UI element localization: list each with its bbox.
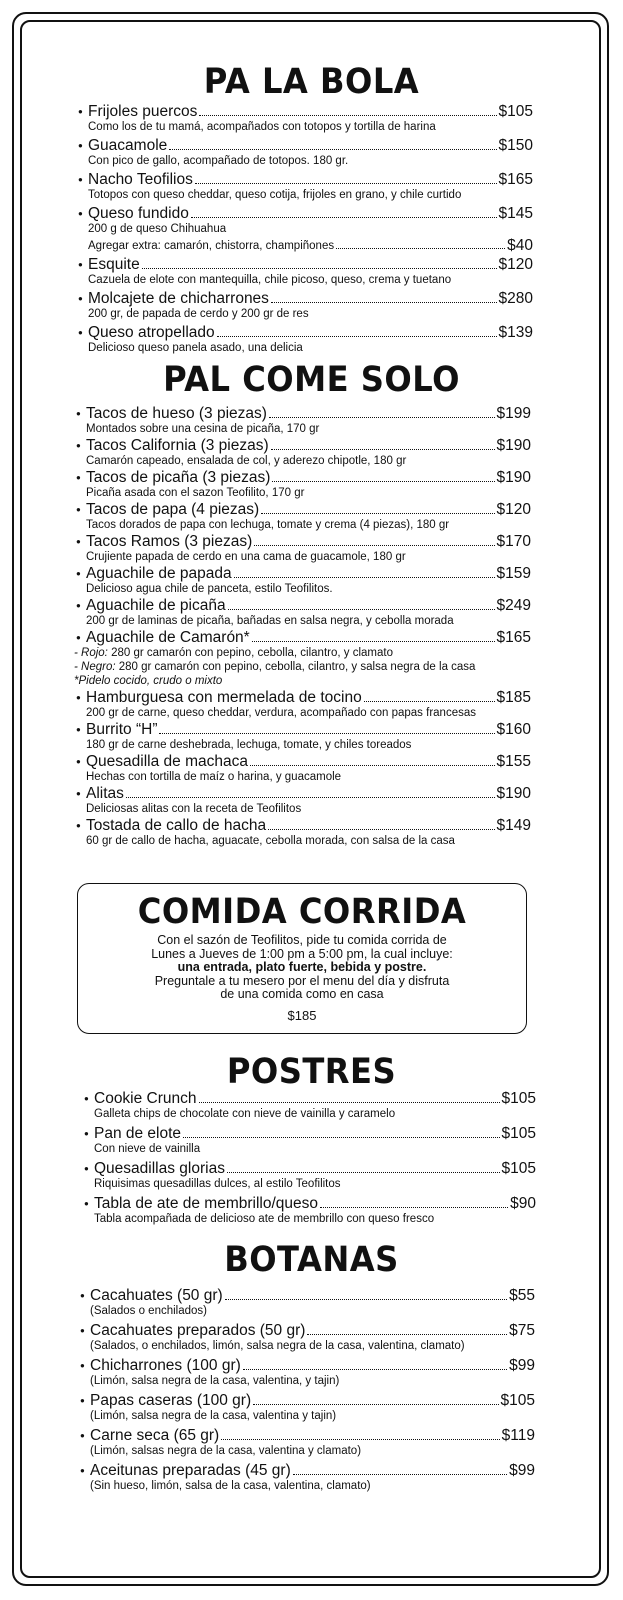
menu-item-row bbox=[80, 1392, 535, 1409]
menu-item bbox=[78, 239, 533, 253]
menu-item bbox=[78, 137, 533, 168]
bullet-icon: ● bbox=[76, 725, 81, 734]
menu-item bbox=[84, 1125, 536, 1156]
section-title: BOTANAS bbox=[224, 1240, 399, 1280]
menu-item bbox=[76, 405, 531, 436]
menu-item-price: $155 bbox=[496, 753, 531, 770]
menu-item bbox=[76, 785, 531, 816]
menu-item bbox=[76, 597, 531, 628]
menu-item-description: Tabla acompañada de delicioso ate de membrillo con queso fresco bbox=[94, 1213, 435, 1225]
corrida-line: Lunes a Jueves de 1:00 pm a 5:00 pm, la cual incluye: bbox=[151, 946, 453, 961]
leader-dots bbox=[195, 182, 497, 184]
menu-item-price: $139 bbox=[498, 324, 533, 341]
leader-dots bbox=[320, 1206, 508, 1208]
bullet-icon: ● bbox=[84, 1094, 89, 1103]
menu-item-name: Aguachile de papada bbox=[86, 565, 232, 582]
leader-dots bbox=[272, 480, 494, 482]
leader-dots bbox=[142, 267, 497, 269]
bullet-icon: ● bbox=[84, 1199, 89, 1208]
menu-item-description: (Salados o enchilados) bbox=[90, 1305, 207, 1317]
menu-item-row bbox=[78, 290, 533, 307]
leader-dots bbox=[254, 544, 494, 546]
postres-list bbox=[84, 1090, 536, 1230]
menu-item-description: Tacos dorados de papa con lechuga, tomate y crema (4 piezas), 180 gr bbox=[86, 519, 450, 531]
menu-item bbox=[84, 1160, 536, 1191]
menu-item bbox=[84, 1195, 536, 1226]
menu-item-price: $249 bbox=[496, 597, 531, 614]
menu-item-row bbox=[78, 137, 533, 154]
menu-item-price: $165 bbox=[498, 171, 533, 188]
section-title: COMIDA CORRIDA bbox=[137, 892, 467, 932]
menu-item-name: Aguachile de picaña bbox=[86, 597, 226, 614]
menu-item-row bbox=[76, 689, 531, 706]
leader-dots bbox=[271, 448, 495, 450]
menu-item-name: Tacos Ramos (3 piezas) bbox=[86, 533, 253, 550]
menu-item-name: Queso atropellado bbox=[88, 324, 215, 341]
menu-item-name: Tacos de hueso (3 piezas) bbox=[86, 405, 267, 422]
leader-dots bbox=[307, 1333, 507, 1335]
bullet-icon: ● bbox=[76, 537, 81, 546]
menu-item bbox=[76, 721, 531, 752]
menu-item-price: $99 bbox=[509, 1357, 535, 1374]
leader-dots bbox=[269, 416, 495, 418]
menu-item-row bbox=[76, 437, 531, 454]
leader-dots bbox=[199, 1101, 500, 1103]
menu-item-row bbox=[78, 205, 533, 222]
menu-item-row bbox=[84, 1125, 536, 1142]
section-title: POSTRES bbox=[226, 1052, 397, 1092]
note-text: 280 gr camarón con pepino, cebolla, cilantro, y clamato bbox=[107, 647, 393, 659]
menu-item bbox=[76, 689, 531, 720]
leader-dots bbox=[234, 576, 495, 578]
menu-item-row bbox=[78, 256, 533, 273]
section-title: PA LA BOLA bbox=[203, 62, 420, 102]
menu-item-description: (Sin hueso, limón, salsa de la casa, valentina, clamato) bbox=[90, 1480, 371, 1492]
menu-item-row bbox=[76, 785, 531, 802]
menu-item-name: Chicharrones (100 gr) bbox=[90, 1357, 241, 1374]
menu-item-price: $190 bbox=[496, 785, 531, 802]
section-pa-la-bola bbox=[0, 62, 623, 102]
menu-item-description: Como los de tu mamá, acompañados con totopos y tortilla de harina bbox=[88, 121, 436, 133]
menu-item bbox=[76, 469, 531, 500]
menu-item-description: Montados sobre una cesina de picaña, 170 gr bbox=[86, 423, 320, 435]
menu-item-extra: Agregar extra: camarón, chistorra, champiñones bbox=[88, 240, 335, 252]
menu-item-row bbox=[76, 405, 531, 422]
menu-item-name: Quesadillas glorias bbox=[94, 1160, 225, 1177]
menu-item-description: (Limón, salsas negra de la casa, valentina y clamato) bbox=[90, 1445, 362, 1457]
section-postres bbox=[0, 1052, 623, 1092]
menu-item-row bbox=[76, 565, 531, 582]
menu-item-description: 200 gr de laminas de picaña, bañadas en salsa negra, y cebolla morada bbox=[86, 615, 454, 627]
menu-item bbox=[80, 1287, 535, 1318]
note-rojo bbox=[74, 646, 531, 660]
menu-item-row bbox=[80, 1462, 535, 1479]
leader-dots bbox=[336, 247, 505, 249]
menu-item-price: $120 bbox=[498, 256, 533, 273]
menu-item-price: $190 bbox=[496, 437, 531, 454]
menu-item-row bbox=[78, 324, 533, 341]
menu-item-row bbox=[78, 239, 533, 253]
leader-dots bbox=[250, 764, 495, 766]
leader-dots bbox=[364, 700, 495, 702]
menu-item-description: Galleta chips de chocolate con nieve de vainilla y caramelo bbox=[94, 1108, 396, 1120]
menu-item-name: Queso fundido bbox=[88, 205, 189, 222]
menu-item-price: $105 bbox=[501, 1125, 536, 1142]
menu-item-row bbox=[76, 501, 531, 518]
menu-item bbox=[84, 1090, 536, 1121]
menu-item-price: $185 bbox=[496, 689, 531, 706]
leader-dots bbox=[243, 1368, 507, 1370]
menu-item-name: Frijoles puercos bbox=[88, 103, 198, 120]
menu-item-row bbox=[76, 597, 531, 614]
leader-dots bbox=[169, 148, 496, 150]
menu-item-name: Tabla de ate de membrillo/queso bbox=[94, 1195, 319, 1212]
menu-item-description: 60 gr de callo de hacha, aguacate, cebolla morada, con salsa de la casa bbox=[86, 835, 455, 847]
menu-item-description: Riquisimas quesadillas dulces, al estilo Teofilitos bbox=[94, 1178, 341, 1190]
menu-item-price: $170 bbox=[496, 533, 531, 550]
leader-dots bbox=[191, 216, 497, 218]
bullet-icon: ● bbox=[76, 601, 81, 610]
leader-dots bbox=[252, 640, 495, 642]
leader-dots bbox=[221, 1438, 499, 1440]
menu-item-name: Tacos de papa (4 piezas) bbox=[86, 501, 260, 518]
menu-item-price: $165 bbox=[496, 629, 531, 646]
bullet-icon: ● bbox=[80, 1361, 85, 1370]
menu-item-price: $199 bbox=[496, 405, 531, 422]
bullet-icon: ● bbox=[84, 1129, 89, 1138]
leader-dots bbox=[159, 732, 494, 734]
bullet-icon: ● bbox=[80, 1466, 85, 1475]
bullet-icon: ● bbox=[78, 107, 83, 116]
menu-item-description: Picaña asada con el sazon Teofilito, 170 gr bbox=[86, 487, 305, 499]
menu-item-price: $150 bbox=[498, 137, 533, 154]
bullet-icon: ● bbox=[76, 441, 81, 450]
menu-item-price: $120 bbox=[496, 501, 531, 518]
menu-item bbox=[80, 1427, 535, 1458]
menu-item-name: Cookie Crunch bbox=[94, 1090, 197, 1107]
menu-item-name: Aguachile de Camarón* bbox=[86, 629, 250, 646]
menu-item-row bbox=[84, 1195, 536, 1212]
menu-item bbox=[78, 256, 533, 287]
menu-item bbox=[80, 1392, 535, 1423]
corrida-description bbox=[78, 934, 526, 1002]
note-negro bbox=[74, 660, 531, 674]
menu-item-description: (Limón, salsa negra de la casa, valentina y tajin) bbox=[90, 1410, 337, 1422]
leader-dots bbox=[253, 1403, 498, 1405]
menu-item-price: $99 bbox=[509, 1462, 535, 1479]
leader-dots bbox=[271, 301, 497, 303]
bullet-icon: ● bbox=[76, 789, 81, 798]
menu-item-description: Hechas con tortilla de maíz o harina, y guacamole bbox=[86, 771, 342, 783]
menu-item-description: Totopos con queso cheddar, queso cotija, frijoles en grano, y chile curtido bbox=[88, 189, 462, 201]
menu-item-price: $55 bbox=[509, 1287, 535, 1304]
menu-item-price: $145 bbox=[498, 205, 533, 222]
menu-item-name: Molcajete de chicharrones bbox=[88, 290, 269, 307]
bullet-icon: ● bbox=[78, 260, 83, 269]
section-pal-come-solo bbox=[0, 360, 623, 400]
bullet-icon: ● bbox=[76, 505, 81, 514]
menu-item-name: Aceitunas preparadas (45 gr) bbox=[90, 1462, 291, 1479]
menu-item bbox=[76, 565, 531, 596]
menu-item-row bbox=[84, 1090, 536, 1107]
menu-item bbox=[80, 1322, 535, 1353]
menu-item-row bbox=[76, 753, 531, 770]
note-text: 280 gr camarón con pepino, cebolla, cilantro, y salsa negra de la casa bbox=[115, 661, 476, 673]
note-cocido bbox=[74, 674, 531, 688]
menu-item-name: Alitas bbox=[86, 785, 124, 802]
menu-item-price: $105 bbox=[501, 1090, 536, 1107]
bullet-icon: ● bbox=[78, 294, 83, 303]
note-label: - Negro: bbox=[74, 661, 116, 673]
bullet-icon: ● bbox=[76, 633, 81, 642]
bullet-icon: ● bbox=[78, 141, 83, 150]
menu-item-description: 200 gr, de papada de cerdo y 200 gr de res bbox=[88, 308, 309, 320]
bullet-icon: ● bbox=[76, 409, 81, 418]
pa-la-bola-list bbox=[78, 103, 533, 358]
menu-item-name: Cacahuates (50 gr) bbox=[90, 1287, 223, 1304]
menu-item bbox=[78, 290, 533, 321]
bullet-icon: ● bbox=[80, 1291, 85, 1300]
menu-item-price: $190 bbox=[496, 469, 531, 486]
menu-item-row bbox=[76, 817, 531, 834]
menu-item-description: Delicioso agua chile de panceta, estilo Teofilitos. bbox=[86, 583, 333, 595]
menu-item-row bbox=[76, 533, 531, 550]
camaron-notes bbox=[74, 646, 531, 688]
section-botanas bbox=[0, 1240, 623, 1280]
menu-item-price: $105 bbox=[500, 1392, 535, 1409]
menu-item bbox=[76, 501, 531, 532]
bullet-icon: ● bbox=[78, 209, 83, 218]
menu-item-description: Camarón capeado, ensalada de col, y aderezo chipotle, 180 gr bbox=[86, 455, 407, 467]
bullet-icon: ● bbox=[84, 1164, 89, 1173]
menu-item bbox=[78, 171, 533, 202]
leader-dots bbox=[199, 114, 496, 116]
menu-item-row bbox=[80, 1357, 535, 1374]
leader-dots bbox=[261, 512, 494, 514]
menu-item bbox=[76, 437, 531, 468]
menu-item-description: Con nieve de vainilla bbox=[94, 1143, 201, 1155]
bullet-icon: ● bbox=[80, 1396, 85, 1405]
pal-come-solo-list bbox=[76, 405, 531, 849]
leader-dots bbox=[183, 1136, 499, 1138]
menu-item-price: $160 bbox=[496, 721, 531, 738]
menu-item-name: Nacho Teofilios bbox=[88, 171, 193, 188]
menu-item-name: Tacos California (3 piezas) bbox=[86, 437, 269, 454]
menu-item-name: Cacahuates preparados (50 gr) bbox=[90, 1322, 306, 1339]
menu-item-price: $119 bbox=[501, 1427, 535, 1444]
menu-item-name: Tacos de picaña (3 piezas) bbox=[86, 469, 271, 486]
menu-item bbox=[76, 753, 531, 784]
menu-item-row bbox=[78, 171, 533, 188]
menu-item-row bbox=[76, 469, 531, 486]
menu-item-description: 200 g de queso Chihuahua bbox=[88, 223, 227, 235]
corrida-line: de una comida como en casa bbox=[220, 987, 384, 1001]
bullet-icon: ● bbox=[80, 1431, 85, 1440]
menu-item-description: (Limón, salsa negra de la casa, valentina, y tajin) bbox=[90, 1375, 340, 1387]
menu-item-row bbox=[84, 1160, 536, 1177]
leader-dots bbox=[228, 608, 495, 610]
leader-dots bbox=[217, 335, 497, 337]
menu-item-description: Delicioso queso panela asado, una delicia bbox=[88, 342, 303, 354]
menu-item-description: Crujiente papada de cerdo en una cama de guacamole, 180 gr bbox=[86, 551, 406, 563]
menu-item bbox=[78, 324, 533, 355]
menu-item-row bbox=[76, 721, 531, 738]
menu-item bbox=[76, 533, 531, 564]
menu-item-price: $75 bbox=[509, 1322, 535, 1339]
botanas-list bbox=[80, 1287, 535, 1497]
leader-dots bbox=[225, 1298, 507, 1300]
corrida-price: $185 bbox=[287, 1007, 317, 1023]
menu-item-name: Burrito “H” bbox=[86, 721, 158, 738]
leader-dots bbox=[293, 1473, 507, 1475]
menu-item-price: $105 bbox=[501, 1160, 536, 1177]
menu-item bbox=[80, 1462, 535, 1493]
menu-item-name: Papas caseras (100 gr) bbox=[90, 1392, 252, 1409]
leader-dots bbox=[227, 1171, 500, 1173]
leader-dots bbox=[268, 828, 494, 830]
menu-item-row bbox=[80, 1287, 535, 1304]
section-title: PAL COME SOLO bbox=[163, 360, 460, 400]
bullet-icon: ● bbox=[76, 757, 81, 766]
note-text: *Pidelo cocido, crudo o mixto bbox=[74, 675, 223, 687]
bullet-icon: ● bbox=[76, 569, 81, 578]
corrida-line-bold: una entrada, plato fuerte, bebida y postre. bbox=[177, 960, 427, 974]
menu-item-description: 200 gr de carne, queso cheddar, verdura, acompañado con papas francesas bbox=[86, 707, 476, 719]
menu-item bbox=[76, 817, 531, 848]
menu-item-name: Esquite bbox=[88, 256, 140, 273]
note-label: - Rojo: bbox=[74, 647, 108, 659]
menu-item-name: Tostada de callo de hacha bbox=[86, 817, 267, 834]
menu-item-name: Guacamole bbox=[88, 137, 168, 154]
menu-item bbox=[78, 103, 533, 134]
menu-item-description: 180 gr de carne deshebrada, lechuga, tomate, y chiles toreados bbox=[86, 739, 412, 751]
bullet-icon: ● bbox=[76, 473, 81, 482]
menu-item-description: (Salados, o enchilados, limón, salsa negra de la casa, valentina, clamato) bbox=[90, 1340, 465, 1352]
comida-corrida-box bbox=[77, 883, 527, 1034]
menu-item-description: Deliciosas alitas con la receta de Teofilitos bbox=[86, 803, 302, 815]
menu-item bbox=[76, 629, 531, 688]
menu-item-price: $149 bbox=[496, 817, 531, 834]
menu-item-name: Carne seca (65 gr) bbox=[90, 1427, 220, 1444]
menu-item-price: $280 bbox=[498, 290, 533, 307]
corrida-line: Preguntale a tu mesero por el menu del día y disfruta bbox=[154, 973, 450, 988]
menu-item-row bbox=[76, 629, 531, 646]
menu-item bbox=[78, 205, 533, 236]
corrida-line: Con el sazón de Teofilitos, pide tu comida corrida de bbox=[157, 933, 447, 947]
bullet-icon: ● bbox=[76, 821, 81, 830]
menu-item-row bbox=[78, 103, 533, 120]
menu-item-row bbox=[80, 1322, 535, 1339]
bullet-icon: ● bbox=[80, 1326, 85, 1335]
bullet-icon: ● bbox=[76, 693, 81, 702]
leader-dots bbox=[126, 796, 495, 798]
menu-item-price: $40 bbox=[507, 237, 533, 254]
menu-item-description: Con pico de gallo, acompañado de totopos. 180 gr. bbox=[88, 155, 349, 167]
bullet-icon: ● bbox=[78, 328, 83, 337]
menu-item-price: $159 bbox=[496, 565, 531, 582]
menu-item-price: $105 bbox=[498, 103, 533, 120]
bullet-icon: ● bbox=[78, 175, 83, 184]
menu-item-name: Hamburguesa con mermelada de tocino bbox=[86, 689, 362, 706]
menu-item-price: $90 bbox=[510, 1195, 536, 1212]
menu-item-description: Cazuela de elote con mantequilla, chile picoso, queso, crema y tuetano bbox=[88, 274, 452, 286]
menu-item-row bbox=[80, 1427, 535, 1444]
menu-item-name: Quesadilla de machaca bbox=[86, 753, 248, 770]
menu-item bbox=[80, 1357, 535, 1388]
menu-item-name: Pan de elote bbox=[94, 1125, 182, 1142]
